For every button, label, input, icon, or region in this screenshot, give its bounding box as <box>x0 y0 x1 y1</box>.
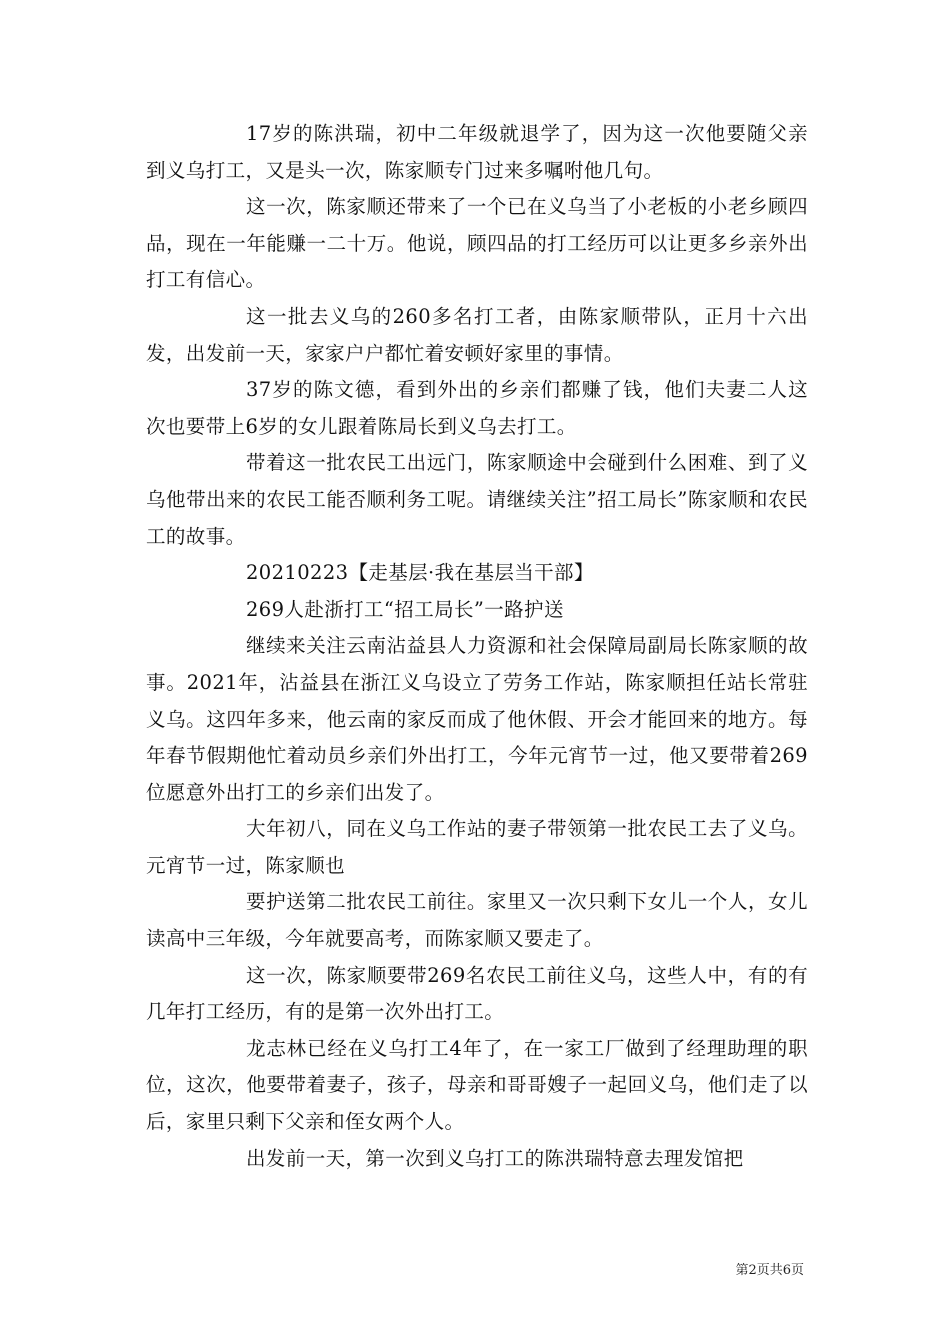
section-title: 269人赴浙打工“招工局长”一路护送 <box>246 597 564 621</box>
paragraph: 继续来关注云南沾益县人力资源和社会保障局副局长陈家顺的故事。2021年，沾益县在浙江义乌设立了劳务工作站，陈家顺担任站长常驻义乌。这四年多来，他云南的家反而成了他休假、开会才能回来的地方。每年春节假期他忙着动员乡亲们外出打工，今年元宵节一过，他又要带着269位愿意外出打工的乡亲们出发了。 <box>146 634 808 804</box>
paragraph: 这一次，陈家顺要带269名农民工前往义乌，这些人中，有的有几年打工经历，有的是第一次外出打工。 <box>146 963 808 1024</box>
paragraph: 这一次，陈家顺还带来了一个已在义乌当了小老板的小老乡顾四品，现在一年能赚一二十万。他说，顾四品的打工经历可以让更多乡亲外出打工有信心。 <box>146 195 808 292</box>
page-number-footer: 第2页共6页 <box>735 1263 804 1278</box>
paragraph: 这一批去义乌的260多名打工者，由陈家顺带队，正月十六出发，出发前一天，家家户户都忙着安顿好家里的事情。 <box>146 304 808 365</box>
paragraph: 17岁的陈洪瑞，初中二年级就退学了，因为这一次他要随父亲到义乌打工，又是头一次，陈家顺专门过来多嘱咐他几句。 <box>146 122 808 182</box>
paragraph: 龙志林已经在义乌打工4年了，在一家工厂做到了经理助理的职位，这次，他要带着妻子，孩子，母亲和哥哥嫂子一起回义乌，他们走了以后，家里只剩下父亲和侄女两个人。 <box>146 1036 808 1134</box>
paragraph: 要护送第二批农民工前往。家里又一次只剩下女儿一个人，女儿读高中三年级，今年就要高考，而陈家顺又要走了。 <box>146 890 808 951</box>
section-date-heading: 20210223【走基层·我在基层当干部】 <box>246 561 594 585</box>
paragraph: 带着这一批农民工出远门，陈家顺途中会碰到什么困难、到了义乌他带出来的农民工能否顺利务工呢。请继续关注”招工局长”陈家顺和农民工的故事。 <box>146 451 808 548</box>
document-body <box>146 116 808 1177</box>
paragraph: 出发前一天，第一次到义乌打工的陈洪瑞特意去理发馆把 <box>246 1146 744 1170</box>
paragraph: 37岁的陈文德，看到外出的乡亲们都赚了钱，他们夫妻二人这次也要带上6岁的女儿跟着陈局长到义乌去打工。 <box>146 378 808 438</box>
paragraph: 大年初八，同在义乌工作站的妻子带领第一批农民工去了义乌。元宵节一过，陈家顺也 <box>146 817 808 877</box>
